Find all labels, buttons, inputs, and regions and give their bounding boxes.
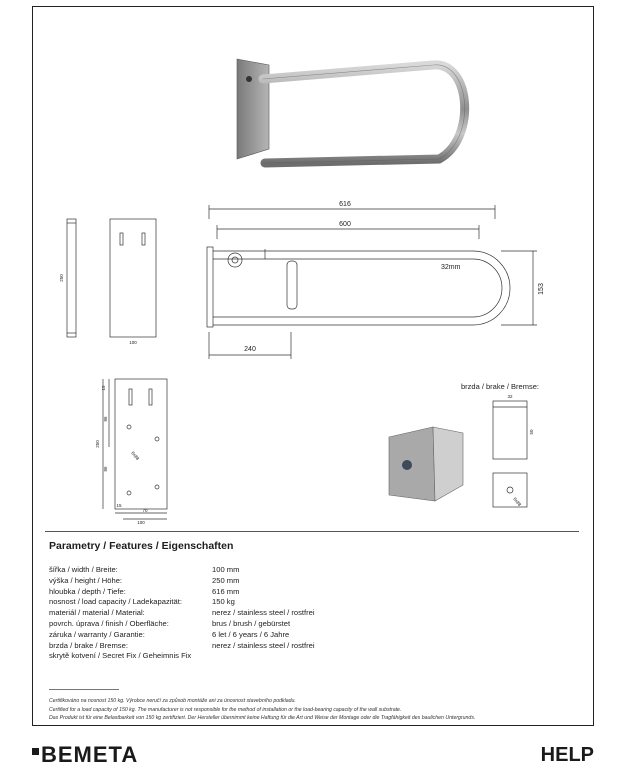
param-name: výška / height / Höhe: bbox=[49, 575, 123, 585]
notes-separator bbox=[49, 689, 119, 690]
param-value: 150 kg bbox=[212, 597, 235, 607]
param-row bbox=[49, 597, 569, 608]
dim-inner-label: 600 bbox=[339, 221, 351, 228]
param-name: skrytě kotvení / Secret Fix / Geheimnis Fix bbox=[49, 651, 192, 661]
param-value: brus / brush / gebürstet bbox=[212, 618, 291, 628]
plate-label-250: 250 bbox=[95, 440, 100, 448]
param-name: brzda / brake / Bremse: bbox=[49, 640, 128, 650]
dim-tube-label: 32mm bbox=[441, 264, 461, 271]
plate-label-15b: 15 bbox=[116, 503, 122, 508]
param-value: 616 mm bbox=[212, 586, 240, 596]
plate-label-bottom-86: 86 bbox=[103, 466, 108, 472]
brake-photo bbox=[389, 427, 463, 501]
plate-label-top: 15 bbox=[101, 385, 106, 391]
brake-title: brzda / brake / Bremse: bbox=[461, 382, 539, 391]
param-row bbox=[49, 651, 569, 662]
plate-label-100: 100 bbox=[137, 520, 145, 525]
param-value: 100 mm bbox=[212, 565, 240, 574]
parameters-list bbox=[49, 565, 569, 662]
brand-logo bbox=[32, 742, 138, 768]
technical-drawings bbox=[33, 7, 595, 537]
param-row bbox=[49, 630, 569, 641]
param-row bbox=[49, 565, 569, 576]
brake-dim-hole: 6x88 bbox=[512, 496, 523, 508]
param-name: šířka / width / Breite: bbox=[49, 565, 118, 574]
side-height-label: 250 bbox=[59, 274, 64, 282]
param-row bbox=[49, 641, 569, 652]
note-de: Das Produkt ist für eine Belastbarkeit von 150 kg zertifiziert. Der Hersteller übernimmt keine Haftung für die Art und Weise der Montage oder die Tragfähigkeit des baulichen Untergrunds. bbox=[49, 715, 476, 721]
param-row bbox=[49, 619, 569, 630]
brand-name: BEMETA bbox=[41, 742, 139, 767]
product-line: HELP bbox=[540, 744, 594, 766]
brake-dim-top: 32 bbox=[507, 394, 513, 399]
note-cz: Certifikováno na nosnost 150 kg. Výrobce neručí za způsob montáže ani za únosnost stavebního podkladu. bbox=[49, 698, 296, 704]
param-value: nerez / stainless steel / rostfrei bbox=[212, 640, 315, 650]
dim-height-label: 153 bbox=[538, 283, 545, 295]
dim-total-label: 616 bbox=[339, 201, 351, 208]
brand-mark-icon bbox=[32, 748, 39, 755]
param-value: 6 let / 6 years / 6 Jahre bbox=[212, 629, 290, 639]
param-row bbox=[49, 608, 569, 619]
certification-notes bbox=[49, 697, 589, 723]
plate-label-70: 70 bbox=[142, 508, 148, 513]
param-row bbox=[49, 587, 569, 598]
param-name: hloubka / depth / Tiefe: bbox=[49, 586, 126, 596]
param-name: záruka / warranty / Garantie: bbox=[49, 629, 145, 639]
param-name: materiál / material / Material: bbox=[49, 608, 145, 618]
param-row bbox=[49, 576, 569, 587]
note-en: Certified for a load capacity of 150 kg. The manufacturer is not responsible for the method of installation or the load-bearing capacity of the wall substrate. bbox=[49, 706, 402, 713]
datasheet-frame bbox=[32, 6, 594, 726]
brake-dim-side: 50 bbox=[529, 429, 534, 435]
plate-width-label: 100 bbox=[129, 340, 137, 345]
param-value: nerez / stainless steel / rostfrei bbox=[212, 608, 315, 618]
dim-bracket-label: 240 bbox=[244, 346, 256, 353]
section-divider bbox=[45, 531, 579, 532]
plate-label-holes: 6x88 bbox=[130, 450, 141, 462]
param-value: 250 mm bbox=[212, 575, 240, 585]
param-name: povrch. úprava / finish / Oberfläche: bbox=[49, 618, 169, 628]
parameters-title: Parametry / Features / Eigenschaften bbox=[49, 540, 234, 552]
param-name: nosnost / load capacity / Ladekapazität: bbox=[49, 597, 182, 607]
plate-label-86: 86 bbox=[103, 416, 108, 422]
